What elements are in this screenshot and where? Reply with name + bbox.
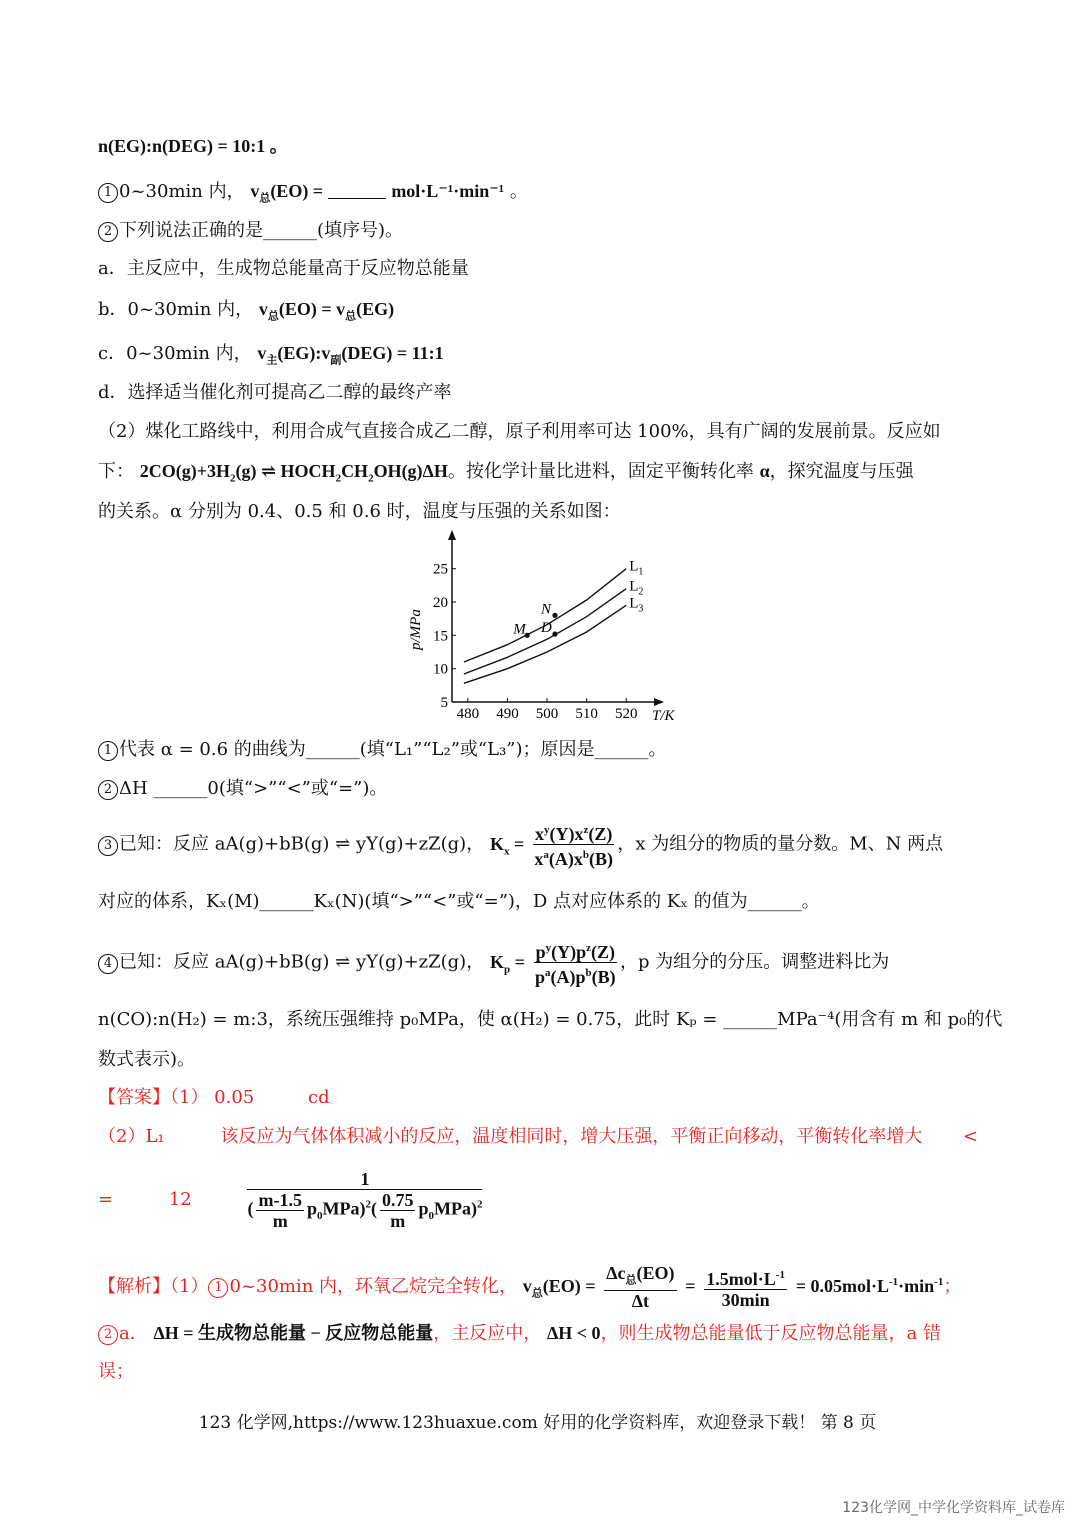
ratio-line: n(EG):n(DEG) = 10:1 。 (98, 136, 288, 156)
question-c3: 3 已知：反应 aA(g)+bB(g) ⇌ yY(g)+zZ(g)， $K_x$ = $\frac{x^y(Y)x^z(Z)}{x^a(A)x^b(B)}$ ，x 为组分的物质的量分数。M、N 两点 (98, 820, 943, 874)
y-axis-arrow (448, 530, 456, 540)
analysis-line-1: 【解析】（1） 1 0~30min 内，环氧乙烷完全转化， $v_总(EO)$ = $\frac{\Delta c_总(EO)}{\Delta t}$ = $\frac{1.5mol\cdot L^{-1}}{30\min}$ = $0.05mol\cdot L^{-1}\cdot\min^{-1}$； (98, 1262, 962, 1312)
option-c: c．0~30min 内， $v_主(EG):v_副(DEG)$ = 11:1 (98, 343, 444, 367)
point-label-N: N (540, 601, 551, 618)
paragraph-2-line-1: （2）煤化工路线中，利用合成气直接合成乙二醇，原子利用率可达 100%，具有广阔的发展前景。反应如 (98, 421, 941, 442)
x-tick-label: 480 (456, 706, 480, 722)
y-axis-label: p/MPa (408, 609, 424, 650)
question-c1: 1 代表 α = 0.6 的曲线为______(填“L₁”“L₂”或“L₃”)；原因是______。 (98, 738, 667, 762)
y-tick-label: 10 (433, 661, 448, 678)
series-label-L3: $L_3$ (629, 595, 644, 615)
answer-line-3: = 12 1 ( $\frac{m-1.5}{m}$ $p_0MPa)^2$( $\frac{0.75}{m}$ $p_0MPa)^2$ (98, 1169, 483, 1231)
series-label-L2: $L_2$ (629, 578, 644, 598)
circled-number: 2 (98, 222, 118, 242)
y-tick-label: 15 (433, 628, 448, 645)
x-tick-label: 500 (535, 706, 559, 722)
circled-number: 3 (98, 836, 118, 856)
x-tick-label: 510 (575, 706, 598, 722)
point-D (552, 631, 557, 636)
x-tick-label: 490 (496, 706, 519, 722)
answer-line-1: 【答案】（1） 0.05 cd (98, 1087, 330, 1108)
point-label-M: M (513, 621, 526, 638)
question-c4-line-3: 数式表示)。 (98, 1049, 196, 1070)
answer-blank[interactable] (328, 182, 386, 199)
question-2: 2 下列说法正确的是______(填序号)。 (98, 219, 403, 243)
kx-fraction: $\frac{x^y(Y)x^z(Z)}{x^a(A)x^b(B)}$ (533, 820, 614, 869)
question-c4-line-2: n(CO):n(H₂) = m:3，系统压强维持 p₀MPa，使 α(H₂) = 0.75，此时 Kₚ = ______MPa⁻⁴(用含有 m 和 p₀的代 (98, 1009, 1003, 1030)
kp-answer-fraction: 1 ( $\frac{m-1.5}{m}$ $p_0MPa)^2$( $\frac{0.75}{m}$ $p_0MPa)^2$ (247, 1169, 483, 1231)
kp-fraction: $\frac{p^y(Y)p^z(Z)}{p^a(A)p^b(B)}$ (534, 938, 617, 987)
point-N (552, 613, 557, 618)
paragraph-2-line-3: 的关系。α 分别为 0.4、0.5 和 0.6 时，温度与压强的关系如图： (98, 501, 621, 522)
y-tick-label: 25 (433, 561, 448, 578)
y-tick-label: 5 (440, 695, 448, 711)
circled-number: 1 (98, 183, 118, 203)
analysis-line-2: 2 a． ΔH = 生成物总能量 − 反应物总能量，主反应中， ΔH < 0，则生成物总能量低于反应物总能量，a 错 (98, 1321, 941, 1346)
option-d: d．选择适当催化剂可提高乙二醇的最终产率 (98, 382, 452, 403)
circled-number: 2 (98, 780, 118, 800)
answer-line-2: （2）L₁ 该反应为气体体积减小的反应，温度相同时，增大压强，平衡正向移动，平衡转化率增大 < (98, 1126, 978, 1147)
x-axis-label: T/K (652, 708, 675, 724)
question-c3-line-2: 对应的体系，Kₓ(M)______Kₓ(N)(填“>”“<”或“=”)，D 点对应体系的 Kₓ 的值为______。 (98, 891, 820, 912)
option-a: a．主反应中，生成物总能量高于反应物总能量 (98, 258, 469, 279)
question-c2: 2 ΔH ______0(填“>”“<”或“=”)。 (98, 777, 387, 801)
series-label-L1: $L_1$ (629, 558, 644, 578)
x-axis-arrow (654, 698, 664, 706)
option-b: b．0~30min 内， $v_总(EO) = v_总(EG)$ (98, 299, 395, 323)
y-tick-label: 20 (433, 595, 448, 611)
analysis-line-3: 误； (98, 1361, 134, 1382)
circled-number: 1 (98, 741, 118, 761)
question-c4: 4 已知：反应 aA(g)+bB(g) ⇌ yY(g)+zZ(g)， $K_p$ = $\frac{p^y(Y)p^z(Z)}{p^a(A)p^b(B)}$ ，p 为组分的分压。调整进料比为 (98, 938, 889, 992)
x-tick-label: 520 (614, 706, 638, 722)
question-1: 1 0~30min 内， $v_总(EO) = mol\cdot L^{-1}\cdot\min^{-1}$ 。 (98, 179, 528, 211)
watermark: 123化学网_中学化学资料库_试卷库 (842, 1500, 1065, 1516)
pressure-temperature-chart (400, 532, 675, 727)
page-footer: 123 化学网,https://www.123huaxue.com 好用的化学资料库，欢迎登录下载！ 第 8 页 (198, 1413, 877, 1433)
paragraph-2-line-2: 下： $2CO(g)+3H_2(g)$ ⇌ $HOCH_2CH_2OH(g)\Delta H$。按化学计量比进料，固定平衡转化率 α，探究温度与压强 (98, 461, 914, 485)
circled-number: 4 (98, 954, 118, 974)
point-label-D: D (540, 620, 552, 636)
